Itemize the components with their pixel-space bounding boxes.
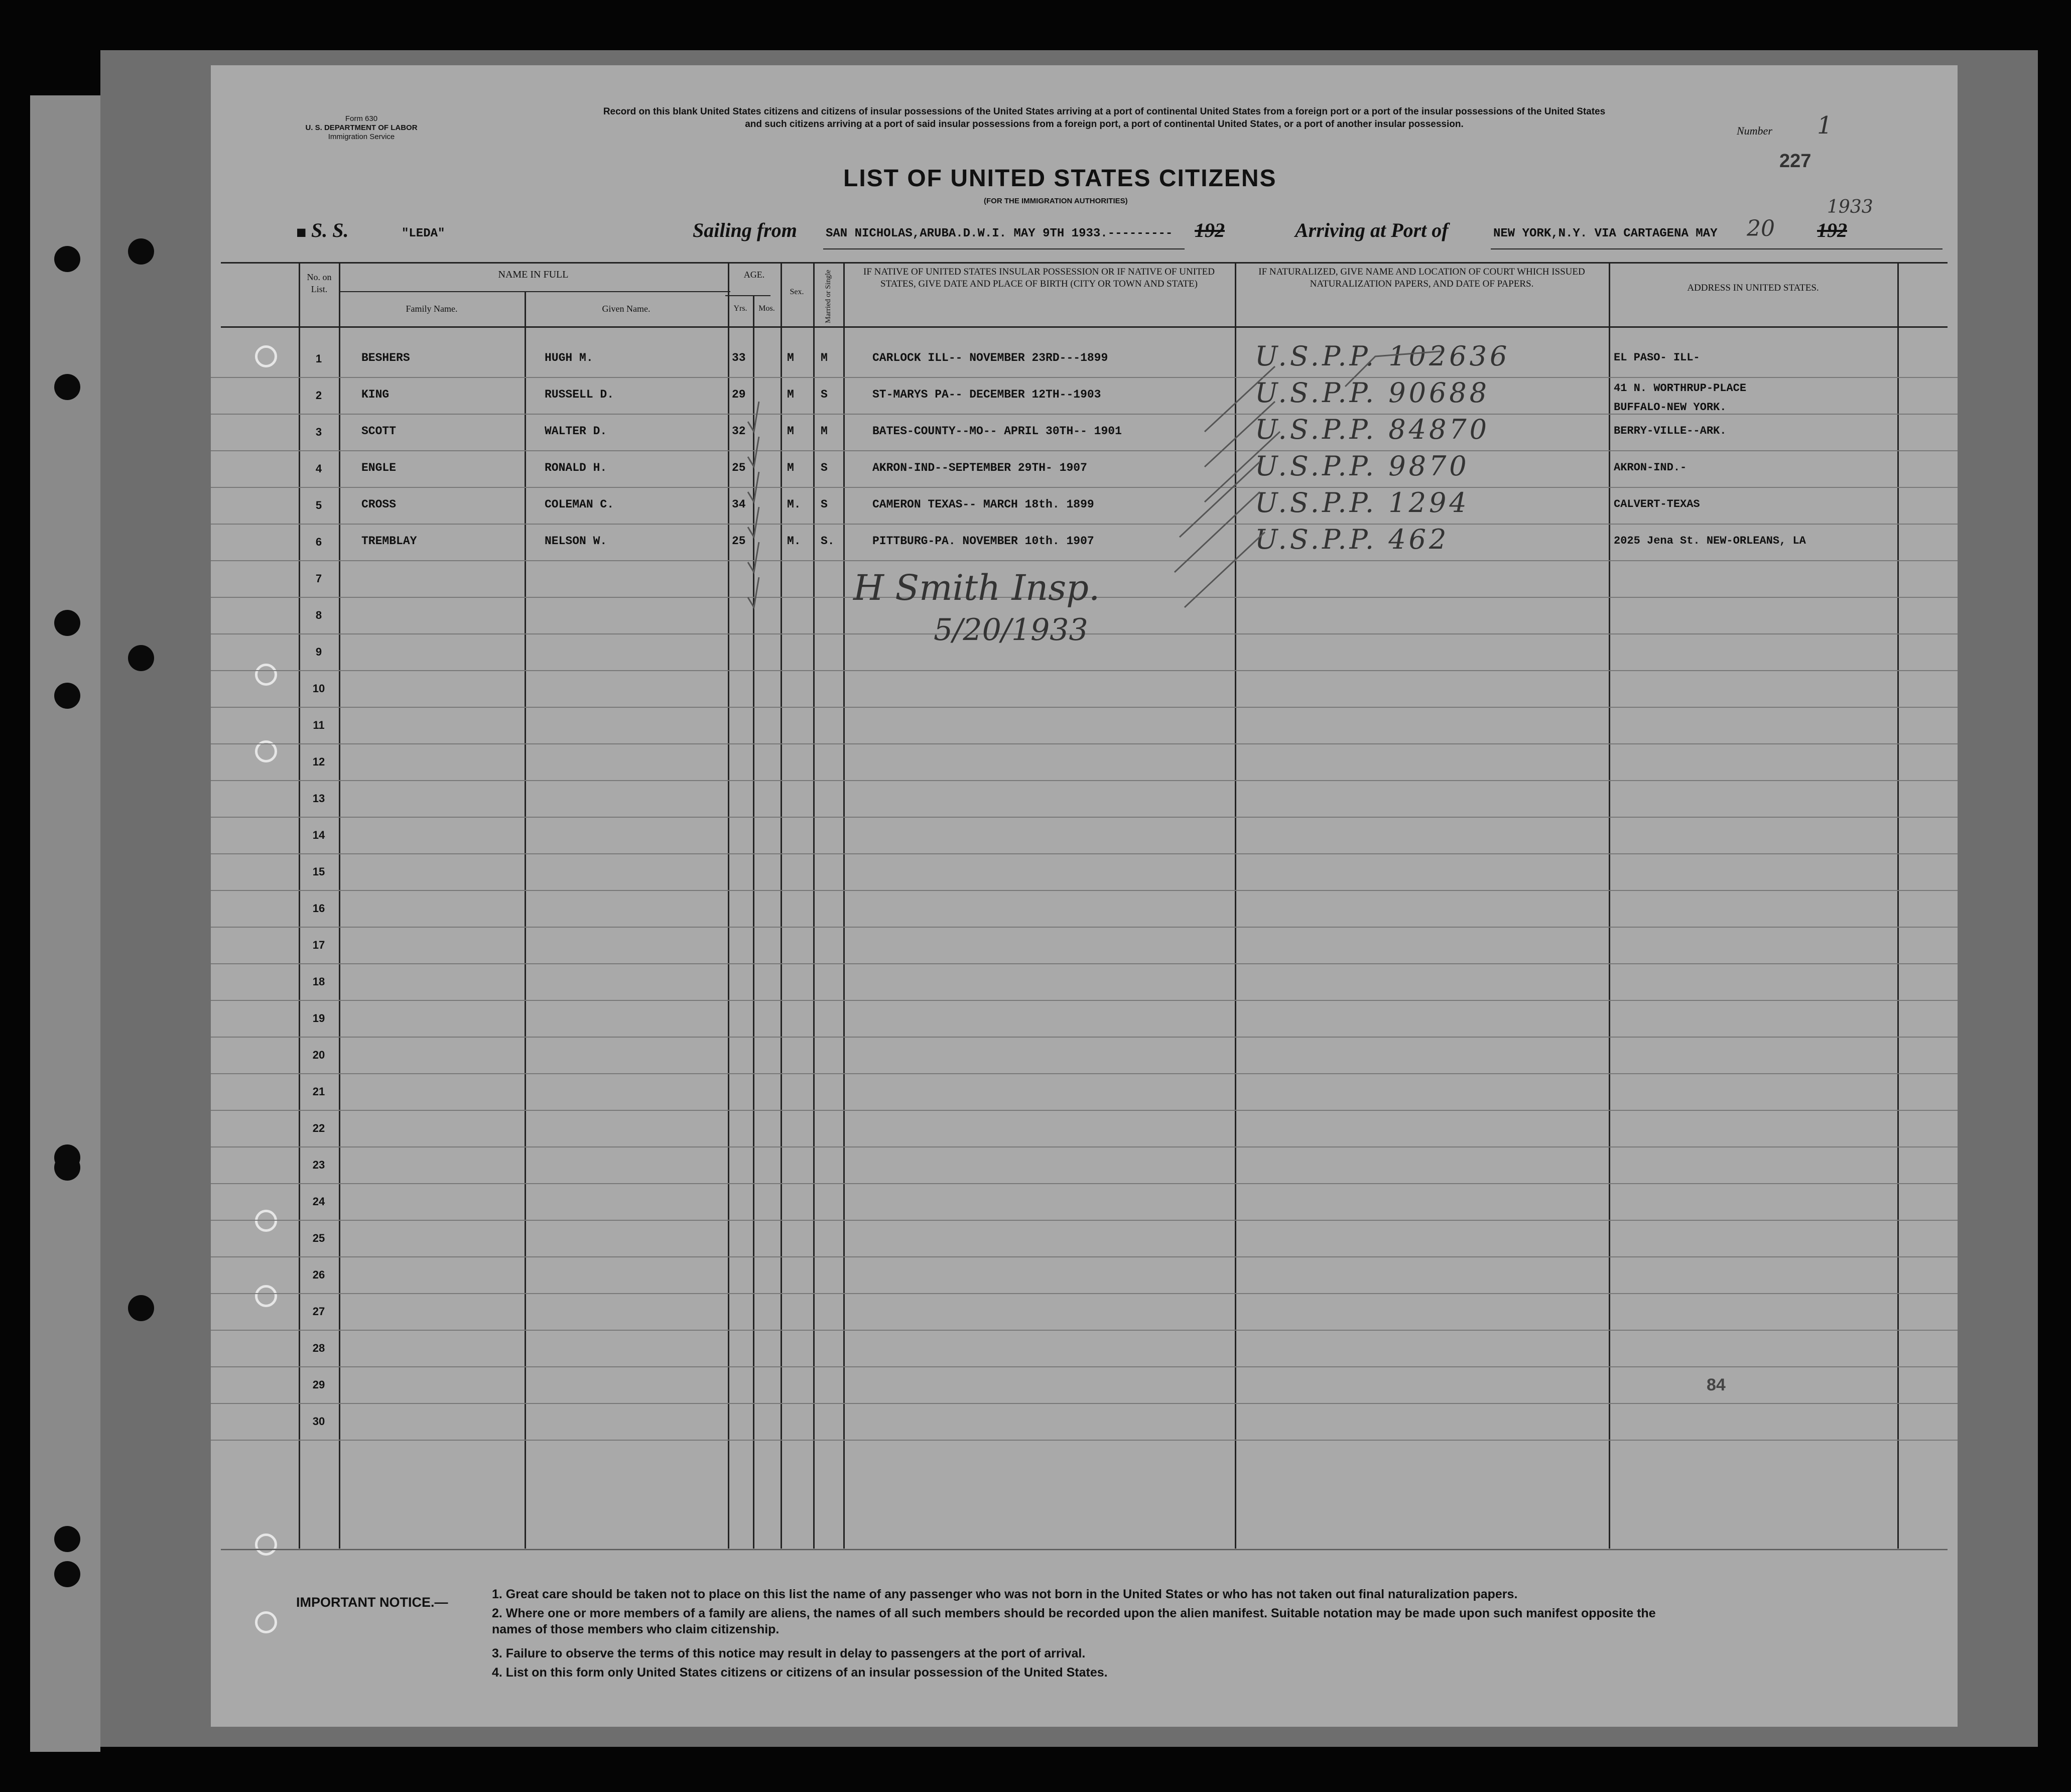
punch-hole — [54, 1526, 80, 1552]
family-name-cell: KING — [361, 388, 390, 401]
stamp-number: 227 — [1779, 151, 1811, 172]
page-subtitle: (FOR THE IMMIGRATION AUTHORITIES) — [984, 197, 1128, 205]
ruled-line — [211, 1037, 1958, 1038]
ruled-line — [211, 1183, 1958, 1184]
column-divider — [728, 262, 729, 1549]
ruled-line — [211, 1330, 1958, 1331]
address-cell: CALVERT-TEXAS — [1614, 498, 1700, 510]
notice-item: 2. Where one or more members of a family are aliens, the names of all such members should be recorded upon the alien manifest. Suitable notation may be made upon such manifest opposite the names of those members who claim citizenship. — [492, 1606, 1656, 1636]
binding-strip — [30, 95, 100, 1752]
header-age: AGE. — [743, 270, 765, 280]
birth-place-date-cell: CAMERON TEXAS-- MARCH 18th. 1899 — [872, 498, 1094, 511]
row-number: 4 — [315, 462, 322, 475]
notice-item: 1. Great care should be taken not to place on this list the name of any passenger who was not born in the United States or who has not taken out final naturalization papers. — [492, 1587, 1518, 1601]
ruled-line — [211, 1220, 1958, 1221]
row-number: 26 — [312, 1268, 325, 1281]
ss-label: S. S. — [311, 219, 349, 241]
sailing-from-label: Sailing from — [693, 219, 797, 241]
margin-note: 84 — [1707, 1375, 1726, 1394]
inspection-date: 5/20/1933 — [934, 612, 1088, 648]
arriving-label: Arriving at Port of — [1295, 219, 1449, 241]
given-name-cell: RONALD H. — [545, 461, 607, 474]
form-number: Form 630 — [345, 114, 378, 123]
marital-status-cell: M — [821, 351, 828, 364]
punch-hole — [54, 1155, 80, 1181]
row-number: 19 — [312, 1012, 325, 1025]
ruled-line — [211, 1256, 1958, 1257]
row-number: 15 — [312, 865, 325, 878]
age-cell: 32 — [732, 425, 746, 438]
row-number: 20 — [312, 1049, 325, 1061]
punch-hole — [54, 374, 80, 400]
row-number: 2 — [315, 389, 322, 402]
table-top-border — [221, 262, 1948, 264]
punch-hole — [255, 345, 277, 367]
age-cell: 33 — [732, 351, 746, 364]
address-cell: AKRON-IND.- — [1614, 461, 1687, 474]
given-name-cell: WALTER D. — [545, 425, 607, 438]
ruled-line — [211, 1366, 1958, 1367]
sex-cell: M. — [787, 535, 801, 548]
family-name-cell: BESHERS — [361, 351, 410, 364]
header-given-name: Given Name. — [602, 304, 651, 314]
family-name-cell: ENGLE — [361, 461, 397, 474]
birth-place-date-cell: CARLOCK ILL-- NOVEMBER 23RD---1899 — [872, 351, 1108, 364]
row-number: 3 — [315, 426, 322, 438]
ruled-line — [211, 780, 1958, 781]
row-number: 8 — [315, 609, 322, 621]
given-name-cell: RUSSELL D. — [545, 388, 614, 401]
ruled-line — [211, 963, 1958, 964]
row-number: 28 — [312, 1342, 325, 1354]
family-name-cell: SCOTT — [361, 425, 397, 438]
header-years: Yrs. — [733, 304, 747, 313]
list-number: 1 — [1817, 111, 1833, 140]
row-number: 12 — [312, 755, 325, 768]
ruled-line — [211, 1000, 1958, 1001]
row-number: 9 — [315, 646, 322, 658]
punch-hole — [54, 610, 80, 636]
birth-place-date-cell: ST-MARYS PA-- DECEMBER 12TH--1903 — [872, 388, 1101, 401]
row-number: 23 — [312, 1159, 325, 1171]
manifest-page — [211, 65, 1958, 1727]
birth-place-date-cell: PITTBURG-PA. NOVEMBER 10th. 1907 — [872, 535, 1094, 548]
punch-hole — [54, 1561, 80, 1587]
row-number: 11 — [313, 719, 325, 731]
row-number: 14 — [312, 829, 325, 841]
form-instructions: Record on this blank United States citizens and citizens of insular possessions of the United States arriving at a port of continental United States from a foreign port or a port of the insular possessions of the United States and such citizens arriving at a port of said insular possessions from a foreign port, a port of continental United States, or a port of another insular possession. — [603, 106, 1606, 130]
row-number: 16 — [312, 902, 325, 915]
sex-cell: M — [787, 425, 794, 438]
column-divider — [1897, 262, 1899, 1549]
row-number: 17 — [312, 939, 325, 951]
birth-place-date-cell: AKRON-IND--SEPTEMBER 29TH- 1907 — [872, 461, 1087, 474]
inspector-signature: H Smith Insp. — [853, 567, 1100, 608]
family-name-cell: CROSS — [361, 498, 397, 511]
naturalization-papers-cell: U.S.P.P. 462 — [1255, 524, 1450, 555]
ruled-line — [211, 1403, 1958, 1404]
ruled-line — [211, 1293, 1958, 1294]
punch-hole — [128, 645, 154, 671]
punch-hole — [255, 1533, 277, 1556]
address-line-2-cell: BUFFALO-NEW YORK. — [1614, 401, 1727, 414]
ss-marker: ■ — [296, 223, 307, 242]
fill-line — [1491, 248, 1943, 249]
ruled-line — [211, 1073, 1958, 1074]
sex-cell: M — [787, 388, 794, 401]
ruled-line — [211, 707, 1958, 708]
address-cell: EL PASO- ILL- — [1614, 351, 1700, 364]
column-divider — [339, 262, 340, 1549]
naturalization-papers-cell: U.S.P.P. 102636 — [1255, 340, 1510, 372]
column-divider — [1609, 262, 1610, 1549]
row-number: 21 — [312, 1085, 325, 1098]
ruled-line — [211, 853, 1958, 854]
marital-status-cell: S — [821, 461, 828, 474]
given-name-cell: HUGH M. — [545, 351, 593, 364]
header-sex: Sex. — [790, 288, 804, 296]
marital-status-cell: S. — [821, 535, 835, 548]
punch-hole — [128, 1295, 154, 1321]
punch-hole — [255, 1210, 277, 1232]
sex-cell: M — [787, 461, 794, 474]
ruled-line — [211, 670, 1958, 671]
punch-hole — [255, 1611, 277, 1633]
ruled-line — [211, 890, 1958, 891]
row-number: 6 — [315, 536, 322, 548]
naturalization-papers-cell: U.S.P.P. 1294 — [1255, 487, 1470, 519]
ruled-line — [211, 927, 1958, 928]
number-label: Number — [1737, 124, 1772, 137]
notice-item: 3. Failure to observe the terms of this notice may result in delay to passengers at the port of arrival. — [492, 1646, 1086, 1660]
row-number: 7 — [315, 572, 322, 585]
row-number: 25 — [312, 1232, 325, 1244]
punch-hole — [54, 683, 80, 709]
age-cell: 34 — [732, 498, 746, 511]
column-divider — [299, 262, 300, 1549]
service-name: Immigration Service — [328, 133, 395, 141]
punch-hole — [128, 238, 154, 265]
punch-hole — [54, 246, 80, 272]
department-name: U. S. DEPARTMENT OF LABOR — [305, 123, 418, 132]
row-number: 29 — [312, 1378, 325, 1391]
marital-status-cell: S — [821, 498, 828, 511]
header-no-on-list: No. on List. — [307, 272, 332, 294]
header-family-name: Family Name. — [406, 304, 458, 314]
row-number: 24 — [312, 1195, 325, 1208]
ruled-line — [211, 1146, 1958, 1147]
marital-status-cell: S — [821, 388, 828, 401]
row-number: 10 — [312, 682, 325, 695]
arriving-port-value: NEW YORK,N.Y. VIA CARTAGENA MAY — [1493, 227, 1718, 240]
row-number: 13 — [312, 792, 325, 805]
family-name-cell: TREMBLAY — [361, 535, 417, 548]
row-number: 5 — [315, 499, 322, 511]
address-cell: 41 N. WORTHRUP-PLACE — [1614, 382, 1747, 395]
header-address: ADDRESS IN UNITED STATES. — [1687, 283, 1819, 293]
naturalization-papers-cell: U.S.P.P. 9870 — [1255, 450, 1470, 482]
sex-cell: M. — [787, 498, 801, 511]
age-cell: 25 — [732, 535, 746, 548]
handwritten-year: 1933 — [1827, 197, 1873, 217]
naturalization-papers-cell: U.S.P.P. 84870 — [1255, 414, 1490, 445]
age-cell: 25 — [732, 461, 746, 474]
notice-item: 4. List on this form only United States citizens or citizens of an insular possession of the United States. — [492, 1666, 1108, 1680]
address-cell: BERRY-VILLE--ARK. — [1614, 425, 1727, 437]
fill-line — [823, 248, 1185, 249]
row-number: 1 — [315, 352, 322, 365]
header-name-in-full: NAME IN FULL — [498, 269, 569, 280]
ruled-line — [211, 1440, 1958, 1441]
marital-status-cell: M — [821, 425, 828, 438]
punch-hole — [255, 664, 277, 686]
ship-name: "LEDA" — [402, 227, 445, 240]
header-divider — [339, 291, 730, 292]
arrival-day: 20 — [1747, 216, 1775, 241]
naturalization-papers-cell: U.S.P.P. 90688 — [1255, 377, 1490, 409]
address-cell: 2025 Jena St. NEW-ORLEANS, LA — [1614, 535, 1806, 547]
header-months: Mos. — [758, 304, 775, 313]
sailing-from-value: SAN NICHOLAS,ARUBA.D.W.I. MAY 9TH 1933.--------- — [826, 227, 1173, 240]
printed-year: 192 — [1195, 219, 1225, 241]
ruled-line — [211, 817, 1958, 818]
printed-year: 192 — [1817, 219, 1847, 241]
row-number: 22 — [312, 1122, 325, 1134]
header-birth: IF NATIVE OF UNITED STATES INSULAR POSSESSION OR IF NATIVE OF UNITED STATES, GIVE DATE AND PLACE OF BIRTH (CITY OR TOWN AND STATE) — [863, 267, 1215, 289]
punch-hole — [255, 1285, 277, 1307]
notice-divider — [221, 1549, 1948, 1550]
table-header-border — [221, 326, 1948, 328]
page-title: LIST OF UNITED STATES CITIZENS — [843, 165, 1277, 192]
given-name-cell: COLEMAN C. — [545, 498, 614, 511]
header-naturalization: IF NATURALIZED, GIVE NAME AND LOCATION OF COURT WHICH ISSUED NATURALIZATION PAPERS, AND DATE OF PAPERS. — [1258, 267, 1585, 289]
sex-cell: M — [787, 351, 794, 364]
row-number: 30 — [312, 1415, 325, 1428]
row-number: 18 — [312, 975, 325, 988]
birth-place-date-cell: BATES-COUNTY--MO-- APRIL 30TH-- 1901 — [872, 425, 1122, 438]
age-cell: 29 — [732, 388, 746, 401]
ruled-line — [211, 743, 1958, 744]
notice-heading: IMPORTANT NOTICE.— — [296, 1595, 448, 1610]
column-divider — [525, 292, 526, 1549]
row-number: 27 — [312, 1305, 325, 1318]
header-divider — [725, 295, 770, 296]
form-identification — [286, 114, 437, 142]
given-name-cell: NELSON W. — [545, 535, 607, 548]
ruled-line — [211, 1110, 1958, 1111]
header-married-single: Married or Single — [824, 270, 832, 323]
